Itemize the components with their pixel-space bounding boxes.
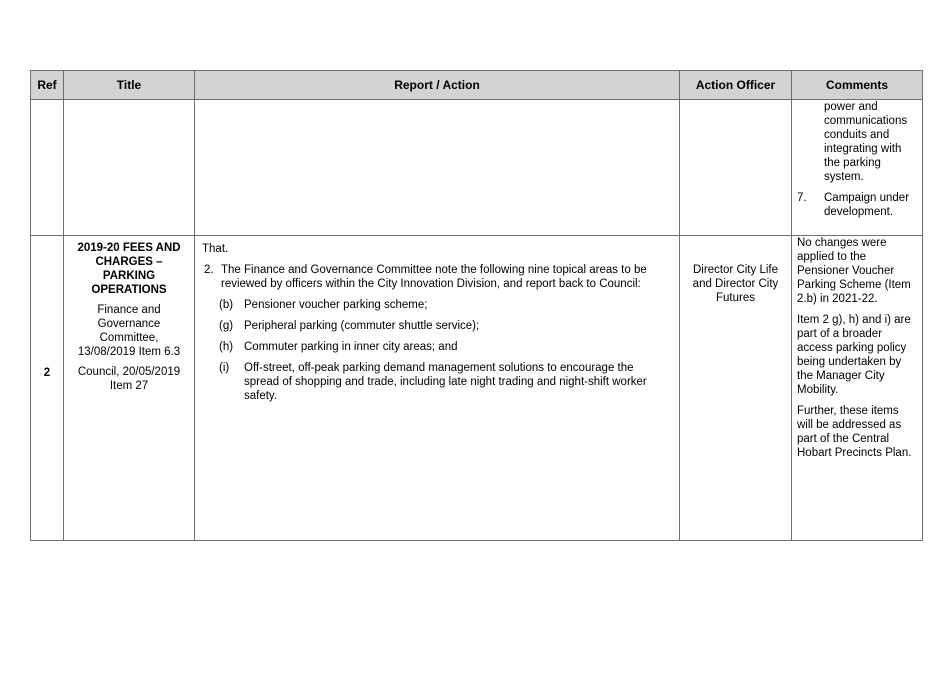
title-cell xyxy=(64,236,195,541)
officer-cell xyxy=(680,100,792,236)
table-row xyxy=(31,100,923,236)
sub-items xyxy=(219,298,671,403)
comments-cell xyxy=(792,100,923,236)
header-ref: Ref xyxy=(31,71,64,100)
comment-paragraph: Item 2 g), h) and i) are part of a broader access parking policy being undertaken by the Manager City Mobility. xyxy=(797,314,911,396)
header-report-action: Report / Action xyxy=(195,71,680,100)
officer-cell xyxy=(680,236,792,541)
table-row xyxy=(31,236,923,541)
report-intro: That. xyxy=(202,243,229,255)
comment-continuation: power and communications conduits and integrating with the parking system. xyxy=(824,101,908,183)
sub-item: (b) Pensioner voucher parking scheme; xyxy=(219,299,428,311)
sub-item: (h) Commuter parking in inner city areas; and xyxy=(219,341,458,353)
action-officer: Director City Life and Director City Futures xyxy=(692,264,779,304)
report-cell xyxy=(195,236,680,541)
ref-cell xyxy=(31,236,64,541)
sub-item: (g) Peripheral parking (commuter shuttle service); xyxy=(219,320,480,332)
sub-item: (i) Off-street, off-peak parking demand management solutions to encourage the spread of shopping and trade, including late night trading and night-shift worker safety. xyxy=(219,362,647,402)
ref-number: 2 xyxy=(43,367,51,379)
header-action-officer: Action Officer xyxy=(680,71,792,100)
header-title: Title xyxy=(64,71,195,100)
comment-paragraph: No changes were applied to the Pensioner Voucher Parking Scheme (Item 2.b) in 2021-22. xyxy=(797,237,911,305)
council-reference: Council, 20/05/2019 Item 27 xyxy=(77,366,181,392)
comment-item-7: 7. Campaign under development. xyxy=(797,192,910,218)
action-table xyxy=(30,70,923,541)
comments-cell xyxy=(792,236,923,541)
header-row xyxy=(31,71,923,100)
committee-reference: Finance and Governance Committee, 13/08/2019 Item 6.3 xyxy=(77,304,181,358)
ref-cell xyxy=(31,100,64,236)
comment-paragraph: Further, these items will be addressed as part of the Central Hobart Precincts Plan. xyxy=(797,405,912,459)
title-cell xyxy=(64,100,195,236)
report-cell xyxy=(195,100,680,236)
report-item: 2. The Finance and Governance Committee note the following nine topical areas to be reviewed by officers within the City Innovation Division, and report back to Council: xyxy=(204,264,647,290)
header-comments: Comments xyxy=(792,71,923,100)
item-title: 2019-20 FEES AND CHARGES – PARKING OPERATIONS xyxy=(77,242,181,296)
